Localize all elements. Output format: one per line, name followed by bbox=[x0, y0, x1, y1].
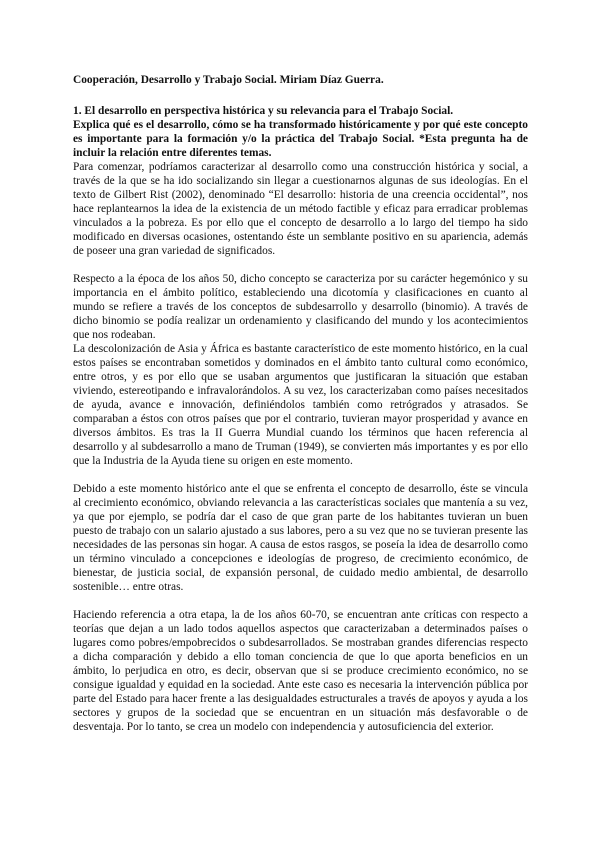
paragraph-1950s: Respecto a la época de los años 50, dicho concepto se caracteriza por su carácter hegemónico y su importancia en el ámbito político, estableciendo una dicotomía y clasificaciones en cuanto al mundo se refiere a través de los conceptos de subdesarrollo y desarrollo (binomio). A través de dicho binomio se podía realizar un ordenamiento y clasificando del mundo y los acontecimientos que nos rodeaban. bbox=[73, 273, 528, 341]
assignment-prompt: Explica qué es el desarrollo, cómo se ha transformado históricamente y por qué este concepto es importante para la formación y/o la práctica del Trabajo Social. *Esta pregunta ha de incluir la relación entre diferentes temas. bbox=[73, 119, 528, 159]
paragraph-economic-growth: Debido a este momento histórico ante el que se enfrenta el concepto de desarrollo, éste se vincula al crecimiento económico, obviando relevancia a las características sociales que mantenía a su vez, ya que por ejemplo, se podría dar el caso de que gran parte de los habitantes tuvieran un buen puesto de trabajo con un salario ajustado a sus labores, pero a su vez que no se tuvieran presente las necesidades de las personas sin hogar. A causa de estos rasgos, se poseía la idea de desarrollo como un término vinculado a concepciones e ideologías de progreso, de crecimiento económico, de bienestar, de justicia social, de expansión personal, de cuidado medio ambiental, de desarrollo sostenible… entre otras. bbox=[73, 483, 528, 593]
paragraph-1960s-70s: Haciendo referencia a otra etapa, la de los años 60-70, se encuentran ante críticas con respecto a teorías que dejan a un lado todos aquellos aspectos que caracterizaban a determinados países o lugares como pobres/empobrecidos o subdesarrollados. Se mostraban grandes diferencias respecto a dicha comparación y debido a ello toman conciencia de que lo que aporta beneficios en un ámbito, lo perjudica en otro, es decir, observan que si se produce crecimiento económico, no se consigue igualdad y equidad en la sociedad. Ante este caso es necesaria la intervención pública por parte del Estado para hacer frente a las desigualdades estructurales a través de apoyos y ayuda a los sectores y grupos de la sociedad que se encuentran en un situación más desfavorable o de desventaja. Por lo tanto, se crea un modelo con independencia y autosuficiencia del exterior. bbox=[73, 609, 528, 733]
paragraph-decolonization: La descolonización de Asia y África es bastante característico de este momento histórico, en la cual estos países se encontraban sometidos y dominados en el ámbito tanto cultural como económico, entre otros, y es por ello que se usaban argumentos que justificaran la situación que estaban viviendo, estereotipando e infravalorándolos. A su vez, los caracterizaban como países necesitados de ayuda, avance e innovación, definiéndolos también como retrógrados y atrasados. Se comparaban a éstos con otros países que por el contrario, tuvieran mayor prosperidad y avance en diversos ámbitos. Es tras la II Guerra Mundial cuando los términos que hacen referencia al desarrollo y al subdesarrollo a mano de Truman (1949), se convierten más importantes y es por ello que la Industria de la Ayuda tiene su origen en este momento. bbox=[73, 343, 528, 467]
section-heading: 1. El desarrollo en perspectiva histórica y su relevancia para el Trabajo Social. bbox=[73, 105, 454, 117]
paragraph-intro: Para comenzar, podríamos caracterizar al desarrollo como una construcción histórica y social, a través de la que se ha ido socializando sin llegar a cuestionarnos algunas de sus ideologías. En el texto de Gilbert Rist (2002), denominado “El desarrollo: historia de una creencia occidental”, nos hace replantearnos la idea de la existencia de un método factible y eficaz para erradicar problemas vinculados a la pobreza. Es por ello que el concepto de desarrollo a lo largo del tiempo ha sido modificado en diversas ocasiones, ostentando éste un semblante positivo en su apariencia, además de poseer una gran variedad de significados. bbox=[73, 161, 528, 257]
document-page bbox=[73, 73, 528, 734]
document-title: Cooperación, Desarrollo y Trabajo Social. Miriam Díaz Guerra. bbox=[73, 74, 384, 86]
